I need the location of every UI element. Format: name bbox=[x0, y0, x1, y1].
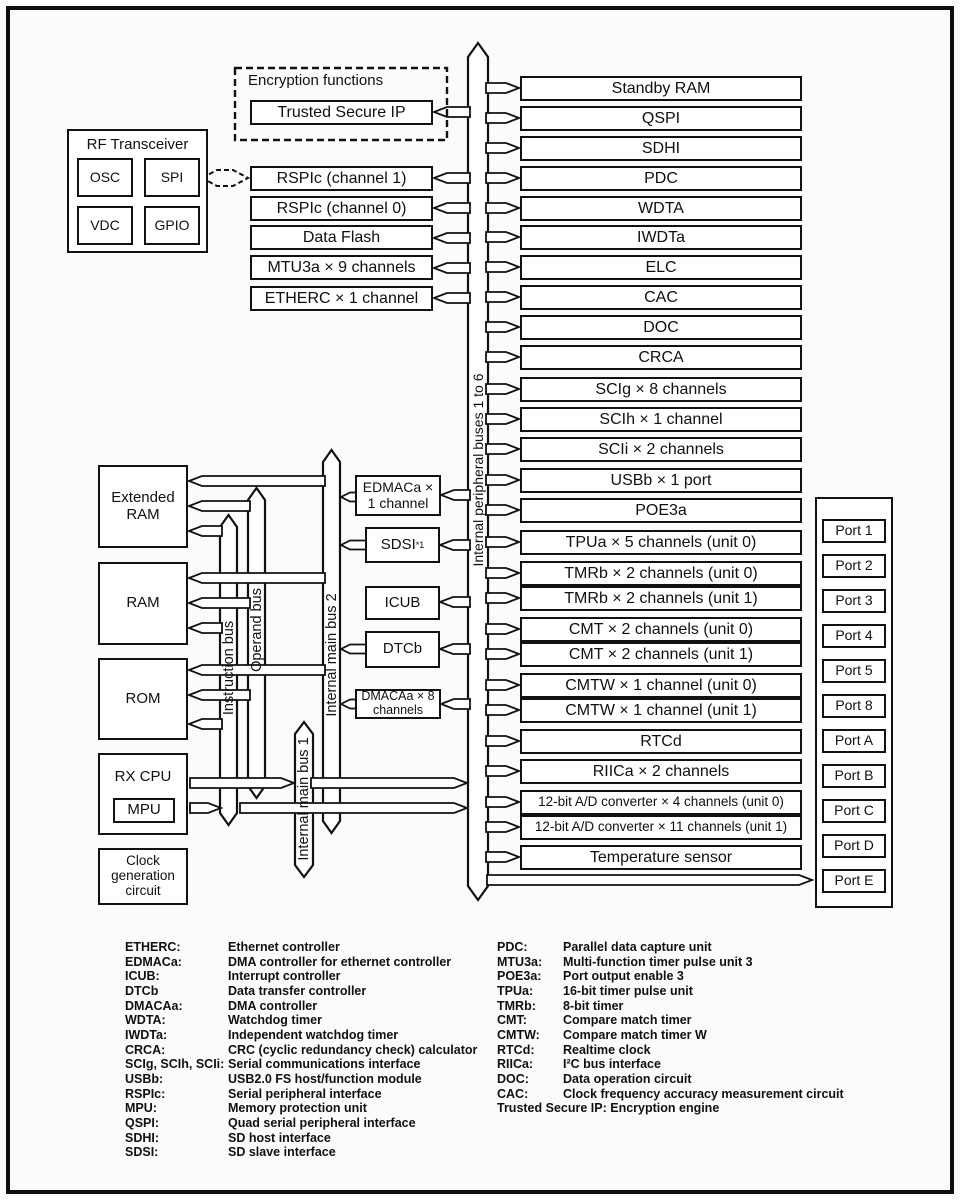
port-port-1 bbox=[822, 519, 886, 543]
block-label: CMTW × 1 channel (unit 1) bbox=[565, 701, 757, 719]
legend-definition: CRC (cyclic redundancy check) calculator bbox=[228, 1042, 478, 1057]
block-icub bbox=[365, 586, 440, 620]
legend-column bbox=[125, 940, 477, 1160]
block-label: DTCb bbox=[382, 640, 423, 658]
legend-term: USBb: bbox=[125, 1071, 164, 1086]
block-temperature-sensor bbox=[520, 845, 802, 870]
block-label: CMTW × 1 channel (unit 0) bbox=[565, 676, 757, 694]
block-rtcd bbox=[520, 729, 802, 754]
block-label: RIICa × 2 channels bbox=[592, 762, 730, 780]
block-doc bbox=[520, 315, 802, 340]
block-label: ETHERC × 1 channel bbox=[264, 289, 419, 307]
block-crca bbox=[520, 345, 802, 370]
port-port-5 bbox=[822, 659, 886, 683]
legend-row bbox=[497, 1057, 844, 1072]
block-label: 12-bit A/D converter × 11 channels (unit 1) bbox=[534, 819, 788, 835]
block-etherc-1-channel bbox=[250, 286, 433, 311]
legend-term: IWDTa: bbox=[125, 1027, 168, 1042]
legend-term: SDSI: bbox=[125, 1145, 159, 1160]
block-mtu3a-9-channels bbox=[250, 255, 433, 280]
legend-definition: DMA controller bbox=[228, 998, 318, 1013]
block-riica-2-channels bbox=[520, 759, 802, 784]
legend-definition: Compare match timer bbox=[563, 1013, 692, 1028]
legend-term: CMTW: bbox=[497, 1027, 540, 1042]
port-port-b bbox=[822, 764, 886, 788]
legend-row bbox=[125, 1101, 477, 1116]
block-label: SDHI bbox=[641, 139, 681, 157]
block-tmrb-2-channels-unit-0 bbox=[520, 561, 802, 586]
block-tpua-5-channels-unit-0 bbox=[520, 530, 802, 555]
legend-row bbox=[125, 1057, 477, 1072]
block-scii-2-channels bbox=[520, 437, 802, 462]
legend-definition: I²C bus interface bbox=[563, 1057, 661, 1072]
block-osc bbox=[77, 158, 133, 197]
bus-label-peripheral: Internal peripheral buses 1 to 6 bbox=[470, 373, 486, 567]
legend-row bbox=[125, 1116, 477, 1131]
block-tmrb-2-channels-unit-1 bbox=[520, 586, 802, 611]
legend-term: SCIg, SCIh, SCIi: bbox=[125, 1057, 225, 1072]
legend-term: ICUB: bbox=[125, 969, 160, 984]
block-label: SDSI bbox=[380, 535, 416, 553]
block-ram bbox=[98, 562, 188, 645]
block-cmtw-1-channel-unit-1 bbox=[520, 698, 802, 723]
legend-definition: Compare match timer W bbox=[563, 1027, 707, 1042]
block-vdc bbox=[77, 206, 133, 245]
block-label: PDC bbox=[644, 169, 678, 187]
block-label: Port 3 bbox=[835, 592, 873, 609]
legend-row bbox=[125, 1145, 477, 1160]
legend-definition: 8-bit timer bbox=[563, 998, 624, 1013]
legend-row bbox=[497, 1028, 844, 1043]
legend-definition: USB2.0 FS host/function module bbox=[228, 1071, 422, 1086]
legend-row bbox=[125, 955, 477, 970]
block-label: Standby RAM bbox=[611, 79, 711, 97]
block-12-bit-a-d-converter-4-channels-unit-0 bbox=[520, 790, 802, 815]
block-label: TMRb × 2 channels (unit 1) bbox=[564, 589, 758, 607]
port-port-4 bbox=[822, 624, 886, 648]
block-label: DMACAa × 8 channels bbox=[361, 689, 435, 717]
bus-label-main2: Internal main bus 2 bbox=[323, 593, 340, 717]
legend-term: CMT: bbox=[497, 1013, 527, 1028]
block-iwdta bbox=[520, 225, 802, 250]
bus-label-operand: Operand bus bbox=[248, 588, 265, 672]
block-label: SCIi × 2 channels bbox=[598, 440, 724, 458]
rf-transceiver-title: RF Transceiver bbox=[86, 136, 189, 153]
legend-definition: Serial peripheral interface bbox=[228, 1086, 382, 1101]
legend-row bbox=[497, 1043, 844, 1058]
legend-row bbox=[497, 1013, 844, 1028]
legend-definition: Parallel data capture unit bbox=[563, 940, 712, 954]
legend-term: RTCd: bbox=[497, 1042, 535, 1057]
block-label: Trusted Secure IP bbox=[277, 103, 406, 121]
legend-definition: Serial communications interface bbox=[228, 1057, 421, 1072]
legend-row bbox=[497, 984, 844, 999]
legend-row bbox=[497, 1087, 844, 1102]
block-label: Port 1 bbox=[835, 522, 873, 539]
block-label: 12-bit A/D converter × 4 channels (unit 0) bbox=[538, 794, 784, 810]
block-rom bbox=[98, 658, 188, 740]
block-label: IWDTa bbox=[637, 228, 685, 246]
legend-row bbox=[125, 1131, 477, 1146]
block-cmt-2-channels-unit-1 bbox=[520, 642, 802, 667]
block-clock-generation-circuit bbox=[98, 848, 188, 905]
block-cmtw-1-channel-unit-0 bbox=[520, 673, 802, 698]
block-label: TMRb × 2 channels (unit 0) bbox=[564, 564, 758, 582]
block-label: SCIg × 8 channels bbox=[595, 380, 727, 398]
block-label: CRCA bbox=[638, 348, 684, 366]
block-label: RAM bbox=[126, 594, 160, 612]
block-spi bbox=[144, 158, 200, 197]
block-label: TPUa × 5 channels (unit 0) bbox=[565, 533, 757, 551]
legend-term: RIICa: bbox=[497, 1057, 534, 1072]
spi-rspic-dashed-link bbox=[202, 170, 248, 186]
block-gpio bbox=[144, 206, 200, 245]
block-standby-ram bbox=[520, 76, 802, 101]
block-label: RSPIc (channel 0) bbox=[276, 199, 407, 217]
legend-row bbox=[497, 969, 844, 984]
block-label: Data Flash bbox=[302, 228, 381, 246]
block-rspic-channel-1 bbox=[250, 166, 433, 191]
block-label: Extended RAM bbox=[111, 489, 175, 523]
legend-definition: SD host interface bbox=[228, 1130, 331, 1145]
legend-term: TMRb: bbox=[497, 998, 536, 1013]
block-label: WDTA bbox=[638, 199, 684, 217]
legend-definition: 16-bit timer pulse unit bbox=[563, 983, 693, 998]
legend-row bbox=[125, 1043, 477, 1058]
block-poe3a bbox=[520, 498, 802, 523]
legend-row bbox=[125, 1028, 477, 1043]
block-label: RSPIc (channel 1) bbox=[276, 169, 407, 187]
block-label: Port 4 bbox=[835, 627, 873, 644]
legend-term: MTU3a: bbox=[497, 954, 543, 969]
block-scig-8-channels bbox=[520, 377, 802, 402]
block-data-flash bbox=[250, 225, 433, 250]
block-dmacaa-8-channels bbox=[355, 689, 441, 719]
block-label: VDC bbox=[90, 216, 120, 233]
legend-footer-text: Trusted Secure IP: Encryption engine bbox=[497, 1101, 720, 1116]
legend-definition: Watchdog timer bbox=[228, 1013, 322, 1028]
block-scih-1-channel bbox=[520, 407, 802, 432]
block-label: Clock generation circuit bbox=[111, 853, 175, 898]
legend-definition: Quad serial peripheral interface bbox=[228, 1115, 416, 1130]
block-label: GPIO bbox=[154, 216, 190, 233]
legend-term: MPU: bbox=[125, 1101, 157, 1116]
block-label: ELC bbox=[645, 258, 677, 276]
legend-definition: SD slave interface bbox=[228, 1145, 336, 1160]
legend-term: EDMACa: bbox=[125, 954, 182, 969]
block-label: Port B bbox=[834, 767, 874, 784]
legend-term: SDHI: bbox=[125, 1130, 160, 1145]
block-mpu bbox=[113, 798, 175, 823]
legend-definition: Ethernet controller bbox=[228, 940, 340, 954]
block-label: Port D bbox=[834, 837, 874, 854]
port-port-3 bbox=[822, 589, 886, 613]
legend-row bbox=[497, 1072, 844, 1087]
block-label: MTU3a × 9 channels bbox=[267, 258, 416, 276]
block-cac bbox=[520, 285, 802, 310]
block-label: SPI bbox=[160, 168, 184, 185]
block-sdhi bbox=[520, 136, 802, 161]
block-edmaca-1-channel bbox=[355, 475, 441, 516]
legend-definition: Multi-function timer pulse unit 3 bbox=[563, 954, 753, 969]
block-label: EDMACa × 1 channel bbox=[362, 479, 434, 511]
block-extended-ram bbox=[98, 465, 188, 548]
legend-term: WDTA: bbox=[125, 1013, 166, 1028]
legend-definition: Interrupt controller bbox=[228, 969, 341, 984]
block-label: QSPI bbox=[641, 109, 681, 127]
block-label: CAC bbox=[644, 288, 678, 306]
port-port-d bbox=[822, 834, 886, 858]
legend-term: DTCb bbox=[125, 983, 159, 998]
legend-definition: Independent watchdog timer bbox=[228, 1027, 399, 1042]
block-label: Port C bbox=[834, 802, 874, 819]
legend-term: TPUa: bbox=[497, 983, 534, 998]
legend-row bbox=[497, 940, 844, 955]
port-port-2 bbox=[822, 554, 886, 578]
legend-definition: DMA controller for ethernet controller bbox=[228, 954, 452, 969]
port-port-e bbox=[822, 869, 886, 893]
legend-row bbox=[125, 940, 477, 955]
block-dtcb bbox=[365, 631, 440, 668]
legend-definition: Memory protection unit bbox=[228, 1101, 367, 1116]
block-12-bit-a-d-converter-11-channels-unit-1 bbox=[520, 815, 802, 840]
block-label: RTCd bbox=[640, 732, 682, 750]
legend-row bbox=[125, 1087, 477, 1102]
block-label: Port 2 bbox=[835, 557, 873, 574]
block-label: ROM bbox=[125, 689, 161, 707]
block-label: USBb × 1 port bbox=[610, 471, 712, 489]
block-cmt-2-channels-unit-0 bbox=[520, 617, 802, 642]
block-label: ICUB bbox=[384, 593, 421, 611]
port-port-a bbox=[822, 729, 886, 753]
legend-term: DOC: bbox=[497, 1071, 529, 1086]
block-label: Port 8 bbox=[835, 697, 873, 714]
block-label: CMT × 2 channels (unit 0) bbox=[568, 620, 754, 638]
legend-row bbox=[125, 999, 477, 1014]
block-label: DOC bbox=[643, 318, 679, 336]
port-port-c bbox=[822, 799, 886, 823]
block-label: OSC bbox=[89, 168, 121, 185]
legend-row bbox=[497, 955, 844, 970]
legend-row bbox=[497, 999, 844, 1014]
legend-term: QSPI: bbox=[125, 1115, 160, 1130]
encryption-functions-title: Encryption functions bbox=[248, 72, 384, 89]
bus-label-instruction: Instruction bus bbox=[220, 620, 237, 716]
legend-definition: Data transfer controller bbox=[228, 983, 367, 998]
block-elc bbox=[520, 255, 802, 280]
block-wdta bbox=[520, 196, 802, 221]
legend-term: CRCA: bbox=[125, 1042, 166, 1057]
legend-column bbox=[497, 940, 844, 1116]
legend-definition: Realtime clock bbox=[563, 1042, 651, 1057]
legend-row bbox=[125, 969, 477, 984]
legend-term: ETHERC: bbox=[125, 940, 181, 954]
legend-footer bbox=[497, 1101, 844, 1116]
legend-term: POE3a: bbox=[497, 969, 542, 984]
legend-term: DMACAa: bbox=[125, 998, 183, 1013]
legend-term: RSPIc: bbox=[125, 1086, 166, 1101]
block-pdc bbox=[520, 166, 802, 191]
block-qspi bbox=[520, 106, 802, 131]
legend-definition: Data operation circuit bbox=[563, 1071, 692, 1086]
block-label: Port E bbox=[834, 872, 874, 889]
block-label: RX CPU bbox=[114, 768, 172, 785]
legend-definition: Port output enable 3 bbox=[563, 969, 684, 984]
block-label: Temperature sensor bbox=[589, 848, 733, 866]
legend-row bbox=[125, 984, 477, 999]
legend-term: PDC: bbox=[497, 940, 528, 954]
block-label: Port A bbox=[834, 732, 874, 749]
block-sdsi: SDSI *1 bbox=[365, 527, 440, 563]
bus-label-main1: Internal main bus 1 bbox=[296, 737, 312, 861]
legend-definition: Clock frequency accuracy measurement circuit bbox=[563, 1086, 844, 1101]
block-label: MPU bbox=[127, 801, 161, 819]
block-trusted-secure-ip bbox=[250, 100, 433, 125]
block-label: POE3a bbox=[635, 501, 687, 519]
block-rspic-channel-0 bbox=[250, 196, 433, 221]
legend-term: CAC: bbox=[497, 1086, 529, 1101]
block-label: CMT × 2 channels (unit 1) bbox=[568, 645, 754, 663]
legend-row bbox=[125, 1072, 477, 1087]
port-port-8 bbox=[822, 694, 886, 718]
block-usbb-1-port bbox=[520, 468, 802, 493]
legend-row bbox=[125, 1013, 477, 1028]
block-label: Port 5 bbox=[835, 662, 873, 679]
block-label: SCIh × 1 channel bbox=[599, 410, 723, 428]
